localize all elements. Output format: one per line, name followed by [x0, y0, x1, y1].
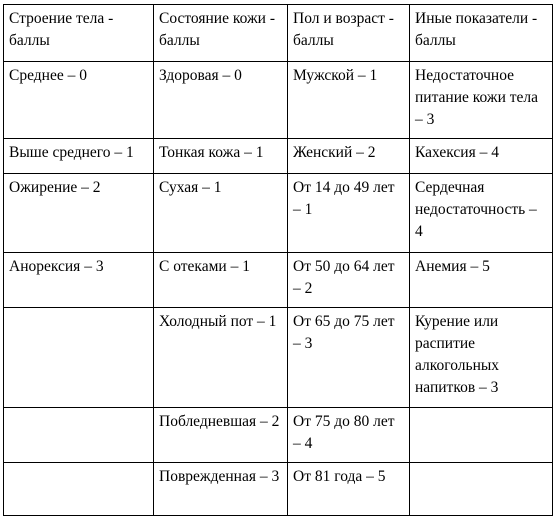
table-cell: Тонкая кожа – 1	[154, 139, 288, 174]
table-row	[4, 62, 553, 139]
table-cell: Недостаточное питание кожи тела – 3	[410, 62, 553, 139]
table-cell: От 14 до 49 лет – 1	[288, 174, 410, 253]
table-cell: Анемия – 5	[410, 253, 553, 308]
table-cell-empty	[4, 463, 154, 516]
table-row	[4, 253, 553, 308]
table-cell: Поврежденная – 3	[154, 463, 288, 516]
table-cell: Анорексия – 3	[4, 253, 154, 308]
table-cell: Холодный пот – 1	[154, 308, 288, 408]
header-sex-age: Пол и возраст - баллы	[288, 5, 410, 62]
table-cell: Мужской – 1	[288, 62, 410, 139]
table-cell: Курение или распитие алкогольных напитков – 3	[410, 308, 553, 408]
table-cell: Сердечная недостаточность – 4	[410, 174, 553, 253]
table-cell: Среднее – 0	[4, 62, 154, 139]
table-cell-empty	[4, 308, 154, 408]
table-cell-empty	[410, 463, 553, 516]
table-cell: Женский – 2	[288, 139, 410, 174]
score-table	[3, 4, 553, 516]
header-skin-condition: Состояние кожи - баллы	[154, 5, 288, 62]
header-body-build: Строение тела - баллы	[4, 5, 154, 62]
table-header-row	[4, 5, 553, 62]
table-cell: Выше среднего – 1	[4, 139, 154, 174]
table-cell: От 65 до 75 лет – 3	[288, 308, 410, 408]
table-cell: От 81 года – 5	[288, 463, 410, 516]
header-other-indicators: Иные показатели - баллы	[410, 5, 553, 62]
table-row	[4, 139, 553, 174]
table-cell-empty	[410, 408, 553, 463]
table-cell: Сухая – 1	[154, 174, 288, 253]
table-cell: Здоровая – 0	[154, 62, 288, 139]
table-row	[4, 174, 553, 253]
table-cell: Побледневшая – 2	[154, 408, 288, 463]
table-cell: От 50 до 64 лет – 2	[288, 253, 410, 308]
table-cell-empty	[4, 408, 154, 463]
table-cell: С отеками – 1	[154, 253, 288, 308]
table-row	[4, 463, 553, 516]
table-row	[4, 308, 553, 408]
table-row	[4, 408, 553, 463]
table-cell: Ожирение – 2	[4, 174, 154, 253]
table-cell: От 75 до 80 лет – 4	[288, 408, 410, 463]
table-cell: Кахексия – 4	[410, 139, 553, 174]
